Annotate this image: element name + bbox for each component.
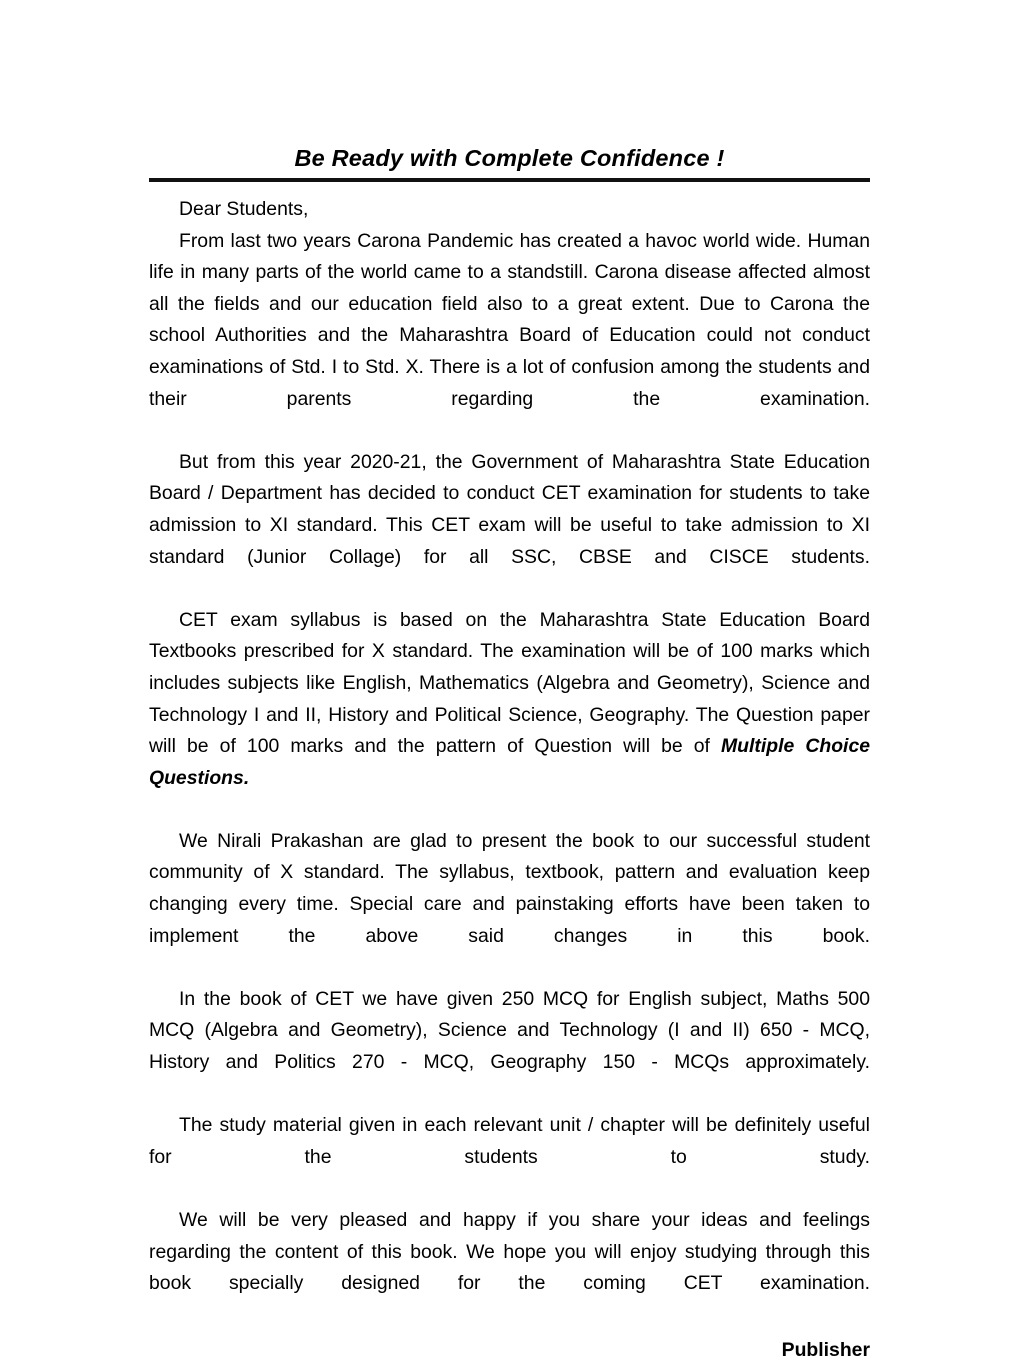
page-title: Be Ready with Complete Confidence ! — [294, 145, 725, 171]
paragraph-feedback: We will be very pleased and happy if you share your ideas and feelings regarding the content of this book. We hope you will enjoy studying through this book specially designed for the coming CET examination. — [149, 1209, 870, 1295]
paragraph-pandemic: From last two years Carona Pandemic has created a havoc world wide. Human life in many parts of the world came to a standstill. Carona disease affected almost all the fields and our education field also to a great extent. Due to Carona the school Authorities and the Maharashtra Board of Education could not conduct examinations of Std. I to Std. X. There is a lot of confusion among the students and their parents regarding the examination. — [149, 229, 870, 410]
paragraph-syllabus — [149, 605, 870, 826]
paragraph-syllabus-lead: CET exam syllabus is based on the Maharashtra State Education Board Textbooks prescribed for X standard. The examination will be of 100 marks which includes subjects like English, Mathematics (Algebra and Geometry), Science and Technology I and II, History and Political Science, Geography. The Question paper will be of 100 marks and the pattern of Question will be of — [149, 608, 870, 758]
paragraph-nirali: We Nirali Prakashan are glad to present the book to our successful student community of X standard. The syllabus, textbook, pattern and evaluation keep changing every time. Special care and painstaking efforts have been taken to implement the above said changes in this book. — [149, 829, 870, 947]
title-divider — [149, 178, 870, 182]
letter-body — [149, 194, 870, 1367]
paragraph-syllabus-emphasis: Multiple Choice Questions. — [149, 735, 871, 789]
paragraph-study-material: The study material given in each relevant unit / chapter will be definitely useful for the students to study. — [149, 1114, 870, 1168]
letter-content — [149, 143, 870, 1367]
paragraph-cet-announcement: But from this year 2020-21, the Government of Maharashtra State Education Board / Department has decided to conduct CET examination for students to take admission to XI standard. This CET exam will be useful to take admission to XI standard (Junior Collage) for all SSC, CBSE and CISCE students. — [149, 450, 870, 568]
signature-publisher: Publisher — [781, 1339, 870, 1362]
paragraph-mcq-counts: In the book of CET we have given 250 MCQ for English subject, Maths 500 MCQ (Algebra and Geometry), Science and Technology (I and II) 650 - MCQ, History and Politics 270 - MCQ, Geography 150 - MCQs approximately. — [149, 987, 870, 1074]
salutation: Dear Students, — [179, 198, 309, 220]
